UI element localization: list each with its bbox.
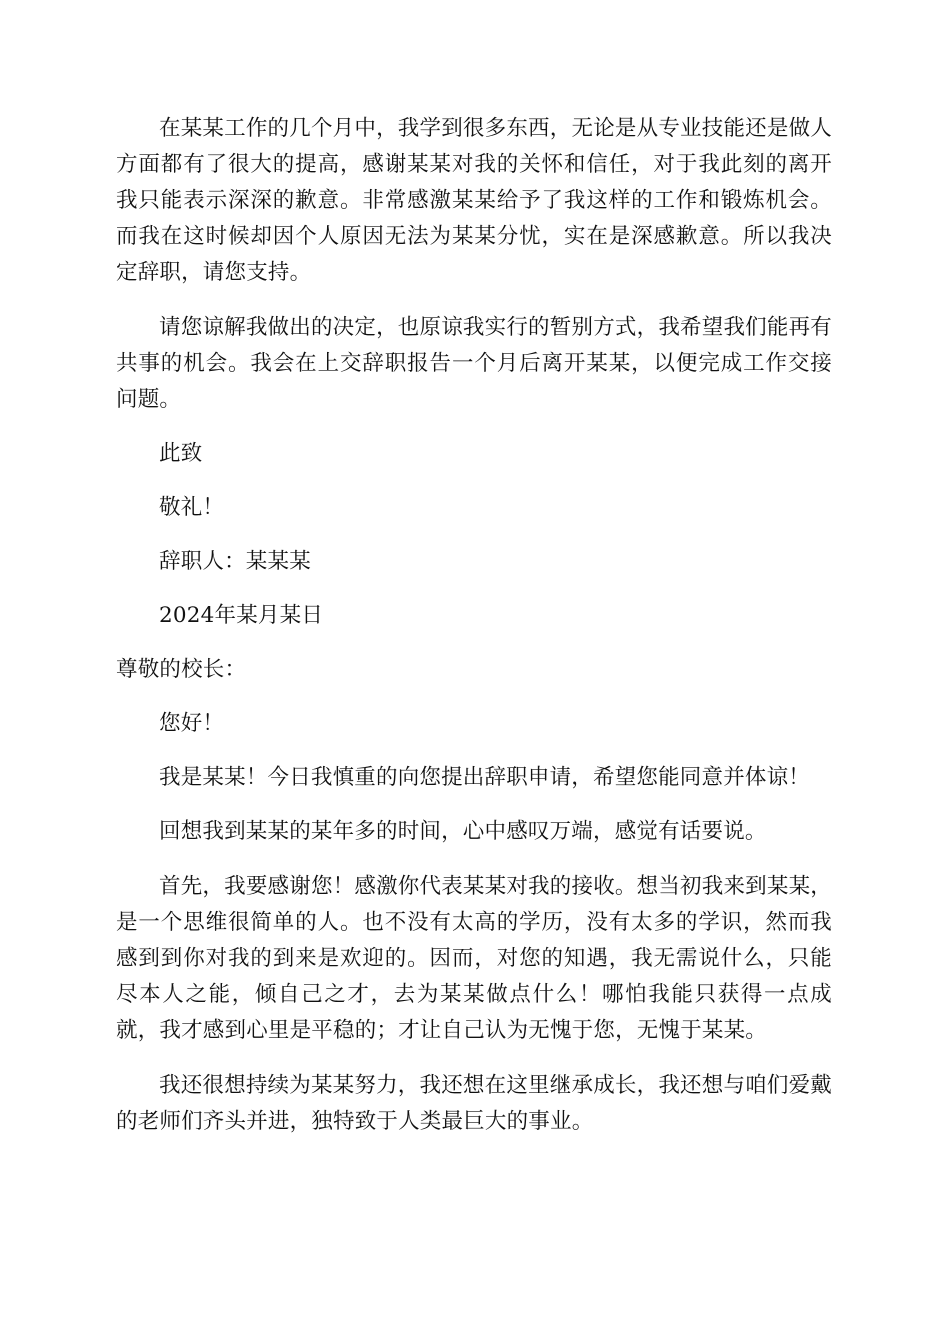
paragraph-thanks-principal: 首先，我要感谢您！感激你代表某某对我的接收。想当初我来到某某，是一个思维很简单的人。也不没有太高的学历，没有太多的学识，然而我感到到你对我的到来是欢迎的。因而，对您的知遇，我无需说什么，只能尽本人之能，倾自己之才，去为某某做点什么！哪怕我能只获得一点成就，我才感到心里是平稳的；才让自己认为无愧于您，无愧于某某。 [116, 874, 832, 1043]
paragraph-gratitude-apology: 在某某工作的几个月中，我学到很多东西，无论是从专业技能还是做人方面都有了很大的提高，感谢某某对我的关怀和信任，对于我此刻的离开我只能表示深深的歉意。非常感激某某给予了我这样的工作和锻炼机会。而我在这时候却因个人原因无法为某某分忧，实在是深感歉意。所以我决定辞职，请您支持。 [116, 116, 832, 285]
paragraph-understanding-request: 请您谅解我做出的决定，也原谅我实行的暂别方式，我希望我们能再有共事的机会。我会在上交辞职报告一个月后离开某某，以便完成工作交接问题。 [116, 315, 832, 412]
paragraph-aspiration: 我还很想持续为某某努力，我还想在这里继承成长，我还想与咱们爱戴的老师们齐头并进，独特致于人类最巨大的事业。 [116, 1073, 832, 1134]
greeting-hello: 您好！ [159, 711, 225, 736]
date-line: 2024年某月某日 [159, 603, 324, 628]
closing-respect: 敬礼！ [159, 495, 225, 520]
paragraph-reflection: 回想我到某某的某年多的时间，心中感叹万端，感觉有话要说。 [159, 819, 767, 844]
recipient-greeting: 尊敬的校长： [116, 657, 247, 682]
paragraph-resignation-request: 我是某某！今日我慎重的向您提出辞职申请，希望您能同意并体谅！ [159, 765, 811, 790]
closing-salutation: 此致 [159, 441, 203, 466]
signature-line: 辞职人：某某某 [159, 549, 311, 574]
document-page [116, 111, 832, 1140]
